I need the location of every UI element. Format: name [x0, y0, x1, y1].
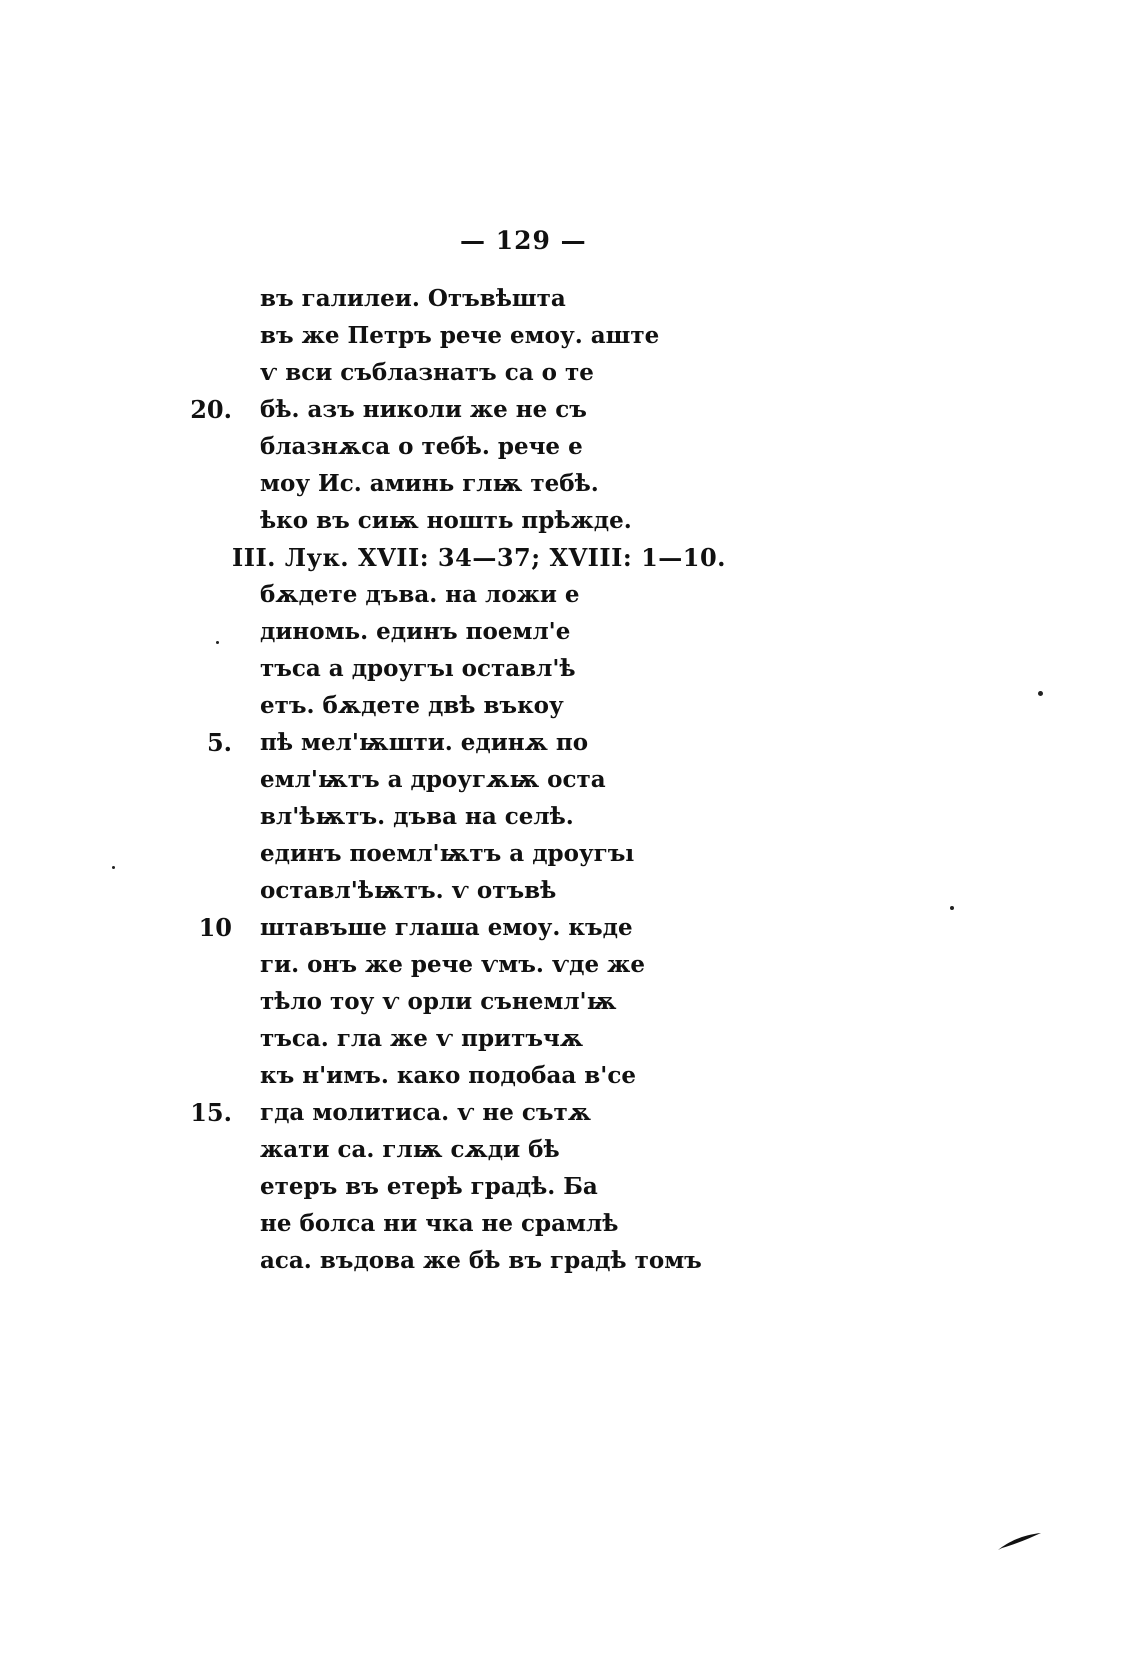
text-line: [0, 465, 1140, 502]
text-line: [0, 1020, 1140, 1057]
text-line: [0, 872, 1140, 909]
text-line: [0, 502, 1140, 539]
line-text: блазнѫса о тебѣ. рече е: [260, 433, 583, 460]
line-text: единъ поемл'ѭтъ а дроугъı: [260, 840, 635, 867]
text-line: [0, 1205, 1140, 1242]
text-line: [0, 761, 1140, 798]
text-line: [0, 946, 1140, 983]
text-line: [0, 724, 1140, 761]
line-text: диномь. единъ поемл'е: [260, 618, 571, 645]
text-line: [0, 280, 1140, 317]
ink-speck: [950, 906, 954, 910]
verse-number: 10: [198, 913, 232, 942]
line-text: вл'ѣѭтъ. дъва на селѣ.: [260, 803, 574, 830]
line-text: не болса ни чка не срамлѣ: [260, 1210, 619, 1237]
line-text: пѣ мел'ѭшти. единѫ по: [260, 729, 589, 756]
verse-number: 5.: [206, 728, 232, 757]
line-text: етеръ въ етерѣ градѣ. Ба: [260, 1173, 598, 1200]
text-line: [0, 354, 1140, 391]
ink-speck: [112, 866, 115, 869]
line-text: штавъше глаша емоу. къде: [260, 914, 633, 941]
ink-speck: [216, 641, 219, 644]
ink-speck: [1038, 691, 1043, 696]
text-line: [0, 835, 1140, 872]
line-text: бѫдете дъва. на ложи е: [260, 581, 580, 608]
text-line: [0, 650, 1140, 687]
line-text: бѣ. азъ николи же не съ: [260, 396, 587, 423]
text-line: [0, 983, 1140, 1020]
text-line: [0, 317, 1140, 354]
text-line: [0, 909, 1140, 946]
line-text: въ же Петръ рече емоу. аште: [260, 322, 660, 349]
line-text: тѣло тоу ѵ орли сънемл'ѭ: [260, 988, 617, 1015]
line-text: тъса. гла же ѵ притъчѫ: [260, 1025, 584, 1052]
line-text: аса. въдова же бѣ въ градѣ томъ: [260, 1247, 702, 1274]
line-text: етъ. бѫдете двѣ въкоу: [260, 692, 564, 719]
quill-mark-icon: [996, 1532, 1042, 1552]
line-text: гда молитиса. ѵ не сътѫ: [260, 1099, 591, 1126]
page-number: — 129 —: [460, 226, 587, 255]
line-text: жати са. глѭ сѫди бѣ: [260, 1136, 560, 1163]
section-heading: [0, 539, 1140, 576]
text-line: [0, 613, 1140, 650]
text-line: [0, 1168, 1140, 1205]
verse-number: 20.: [190, 395, 232, 424]
line-text: оставл'ѣѭтъ. ѵ отъвѣ: [260, 877, 557, 904]
text-line: [0, 391, 1140, 428]
line-text: емл'ѭтъ а дроугѫѭ оста: [260, 766, 606, 793]
text-line: [0, 576, 1140, 613]
text-line: [0, 1057, 1140, 1094]
text-line: [0, 1094, 1140, 1131]
text-line: [0, 428, 1140, 465]
line-text: тъса а дроугъı оставл'ѣ: [260, 655, 576, 682]
line-text: къ н'имъ. како подобаа в'се: [260, 1062, 636, 1089]
verse-number: 15.: [190, 1098, 232, 1127]
line-text: въ галилеи. Отъвѣшта: [260, 285, 566, 312]
text-line: [0, 798, 1140, 835]
text-block: [0, 280, 1140, 1279]
line-text: ѵ вси съблазнатъ са о те: [260, 359, 594, 386]
line-text: ги. онъ же рече ѵмъ. ѵде же: [260, 951, 645, 978]
text-line: [0, 687, 1140, 724]
line-text: ѣко въ сиѭ ношть прѣжде.: [260, 507, 632, 534]
line-text: III. Лук. XVII: 34—37; XVIII: 1—10.: [232, 543, 727, 572]
text-line: [0, 1131, 1140, 1168]
text-line: [0, 1242, 1140, 1279]
line-text: моу Ис. аминь глѭ тебѣ.: [260, 470, 599, 497]
